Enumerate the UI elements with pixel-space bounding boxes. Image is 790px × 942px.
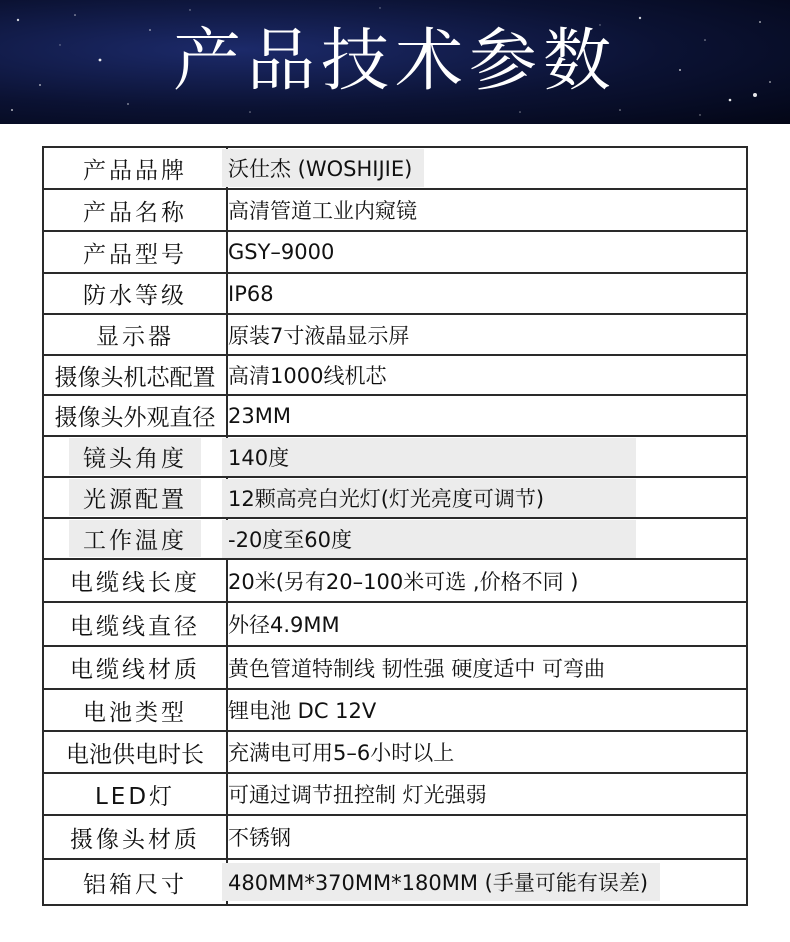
spec-value: 20米(另有20–100米可选 ,价格不同 ) bbox=[227, 559, 747, 602]
spec-value-text: 140度 bbox=[222, 438, 636, 476]
spec-value: 原装7寸液晶显示屏 bbox=[227, 314, 747, 355]
spec-value: 锂电池 DC 12V bbox=[227, 689, 747, 731]
spec-row bbox=[43, 395, 747, 436]
spec-label: 铝箱尺寸 bbox=[43, 859, 227, 905]
header-banner bbox=[0, 0, 790, 124]
spec-row bbox=[43, 731, 747, 773]
spec-label bbox=[43, 518, 227, 559]
spec-row bbox=[43, 602, 747, 646]
spec-value-text: 12颗高亮白光灯(灯光亮度可调节) bbox=[222, 479, 636, 517]
spec-value-text: 480MM*370MM*180MM (手量可能有误差) bbox=[222, 863, 660, 901]
spec-label: 电缆线长度 bbox=[43, 559, 227, 602]
spec-value-text: 沃仕杰 (WOSHIJIE) bbox=[222, 149, 424, 187]
spec-row bbox=[43, 273, 747, 314]
spec-label: 电池类型 bbox=[43, 689, 227, 731]
spec-value bbox=[227, 147, 747, 189]
spec-row bbox=[43, 815, 747, 859]
spec-row bbox=[43, 231, 747, 273]
spec-row bbox=[43, 436, 747, 477]
spec-row bbox=[43, 355, 747, 395]
spec-value-text: -20度至60度 bbox=[222, 520, 636, 558]
spec-value: 高清管道工业内窥镜 bbox=[227, 189, 747, 231]
spec-table bbox=[42, 146, 748, 906]
spec-value bbox=[227, 859, 747, 905]
spec-row bbox=[43, 646, 747, 689]
spec-label bbox=[43, 477, 227, 518]
spec-value: 不锈钢 bbox=[227, 815, 747, 859]
spec-row bbox=[43, 477, 747, 518]
spec-row bbox=[43, 559, 747, 602]
spec-label: 产品型号 bbox=[43, 231, 227, 273]
spec-value: 高清1000线机芯 bbox=[227, 355, 747, 395]
spec-label: 产品名称 bbox=[43, 189, 227, 231]
spec-value: 黄色管道特制线 韧性强 硬度适中 可弯曲 bbox=[227, 646, 747, 689]
spec-value: GSY–9000 bbox=[227, 231, 747, 273]
spec-row bbox=[43, 773, 747, 815]
spec-label: 电缆线材质 bbox=[43, 646, 227, 689]
spec-label: LED灯 bbox=[43, 773, 227, 815]
spec-label-text: 工作温度 bbox=[69, 520, 201, 557]
spec-label: 摄像头机芯配置 bbox=[43, 355, 227, 395]
spec-label: 显示器 bbox=[43, 314, 227, 355]
spec-label: 摄像头材质 bbox=[43, 815, 227, 859]
spec-value: 外径4.9MM bbox=[227, 602, 747, 646]
spec-label-text: 光源配置 bbox=[69, 479, 201, 516]
spec-row bbox=[43, 518, 747, 559]
spec-value: IP68 bbox=[227, 273, 747, 314]
spec-value bbox=[227, 477, 747, 518]
spec-value bbox=[227, 436, 747, 477]
spec-value bbox=[227, 518, 747, 559]
spec-row bbox=[43, 859, 747, 905]
spec-row bbox=[43, 147, 747, 189]
spec-row bbox=[43, 314, 747, 355]
spec-label: 产品品牌 bbox=[43, 147, 227, 189]
spec-label: 电池供电时长 bbox=[43, 731, 227, 773]
spec-row bbox=[43, 189, 747, 231]
spec-value: 充满电可用5–6小时以上 bbox=[227, 731, 747, 773]
spec-row bbox=[43, 689, 747, 731]
spec-label-text: 镜头角度 bbox=[69, 438, 201, 475]
spec-label: 电缆线直径 bbox=[43, 602, 227, 646]
spec-label: 防水等级 bbox=[43, 273, 227, 314]
spec-label bbox=[43, 436, 227, 477]
spec-label: 摄像头外观直径 bbox=[43, 395, 227, 436]
spec-value: 可通过调节扭控制 灯光强弱 bbox=[227, 773, 747, 815]
page-title: 产品技术参数 bbox=[172, 22, 617, 101]
spec-value: 23MM bbox=[227, 395, 747, 436]
